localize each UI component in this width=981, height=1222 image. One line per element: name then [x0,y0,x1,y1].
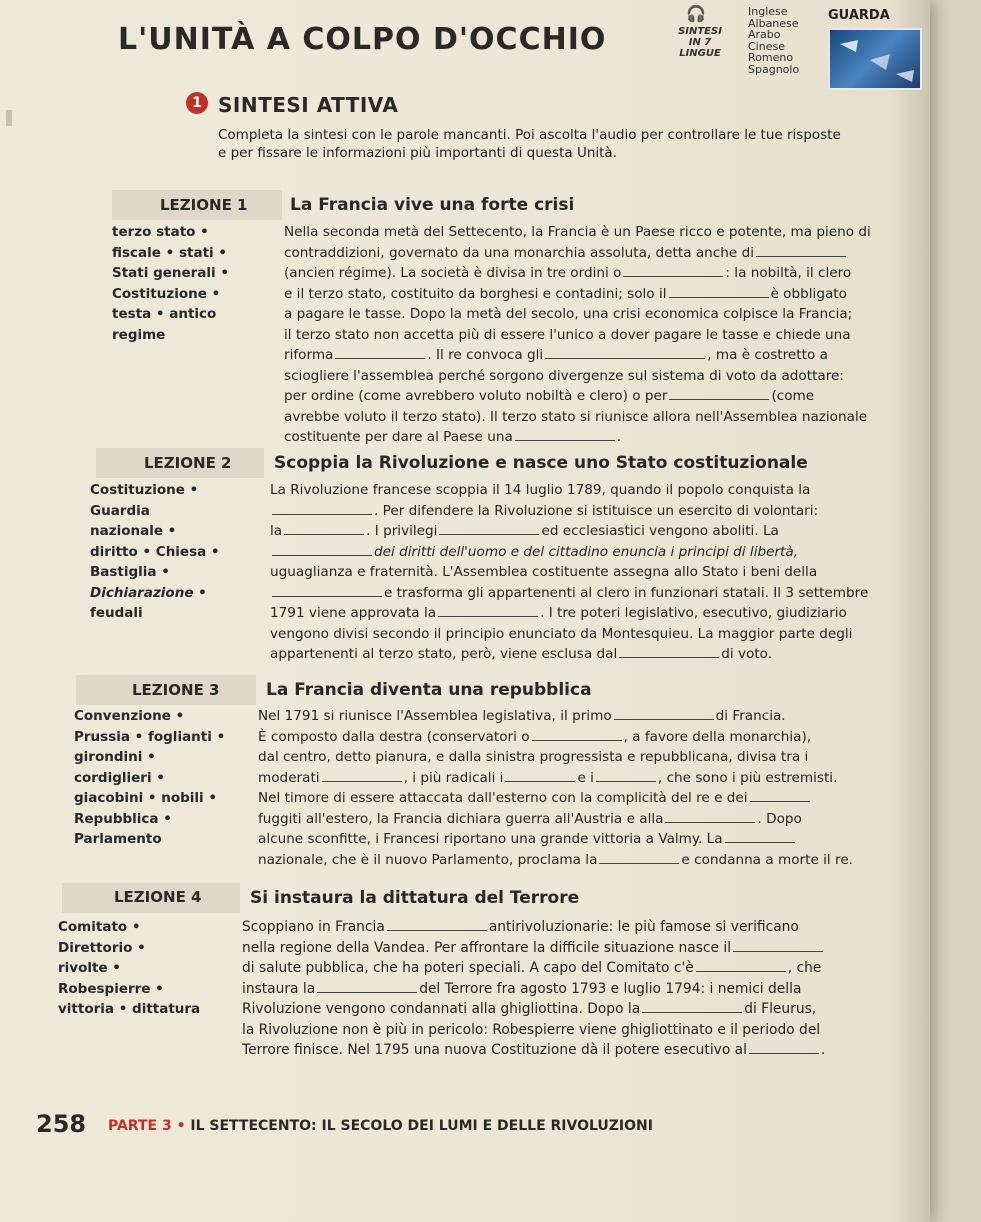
text-line: . Per difendere la Rivoluzione si istituisce un esercito di volontari: [270,501,868,522]
lesson-2-word-bank [90,480,220,624]
answer-blank[interactable] [272,584,382,597]
section-title: SINTESI ATTIVA [218,93,399,117]
text-line: appartenenti al terzo stato, però, viene esclusa dal di voto. [270,646,773,662]
answer-blank[interactable] [642,1000,742,1013]
lesson-2-text [270,480,868,665]
text-line: la Rivoluzione non è più in pericolo: Robespierre viene ghigliottinato e il periodo del [242,1021,821,1038]
lesson-1-label: LEZIONE 1 [160,196,248,214]
text-line: riforma . Il re convoca gli , ma è costretto a [284,347,828,363]
lesson-1-text [284,222,871,448]
lesson-3-word-bank [74,706,225,850]
answer-blank[interactable] [614,707,714,720]
word-bank-line: Repubblica • [74,810,172,827]
page-number: 258 [36,1110,87,1138]
word-bank-line: fiscale • stati • [112,244,227,261]
language-item[interactable]: Arabo [748,28,781,41]
word-bank-line: Costituzione • [112,285,221,302]
text-line: Rivoluzione vengono condannati alla ghigliottina. Dopo la di Fleurus, [242,1001,817,1017]
language-item[interactable]: Romeno [748,51,794,64]
answer-blank[interactable] [696,959,786,972]
badge-line: IN 7 [688,37,712,48]
word-bank-line: rivolte • [58,960,121,976]
text-line: Nella seconda metà del Settecento, la Francia è un Paese ricco e potente, ma pieno di [284,224,871,240]
text-line: Terrore finisce. Nel 1795 una nuova Costituzione dà il potere esecutivo al . [242,1042,826,1058]
video-thumbnail[interactable] [828,28,922,90]
lesson-1-title: La Francia vive una forte crisi [290,195,575,215]
languages-panel [660,4,930,96]
word-bank-line: Prussia • foglianti • [74,728,226,745]
answer-blank[interactable] [733,939,823,952]
lesson-2-label: LEZIONE 2 [144,454,232,472]
text-line: alcune sconfitte, i Francesi riportano una grande vittoria a Valmy. La [258,829,853,850]
text-line: instaura la del Terrore fra agosto 1793 e luglio 1794: i nemici della [242,980,802,997]
language-item[interactable]: Cinese [748,39,785,53]
text-line: (ancien régime). La società è divisa in tre ordini o : la nobiltà, il clero [284,265,852,281]
word-bank-line: vittoria • dittatura [58,1001,201,1017]
word-bank-line: testa • antico [112,306,217,322]
word-bank-line: Costituzione • [90,482,199,498]
badge-line: SINTESI [678,26,722,37]
spine-shadow [890,0,930,1222]
answer-blank[interactable] [756,244,846,257]
text-line: costituente per dare al Paese una . [284,429,622,445]
part-title: IL SETTECENTO: IL SECOLO DEI LUMI E DELLE RIVOLUZIONI [190,1118,653,1134]
section-number-badge: 1 [186,92,208,114]
text-line: La Rivoluzione francese scoppia il 14 luglio 1789, quando il popolo conquista la [270,482,811,498]
answer-blank[interactable] [619,645,719,658]
language-item[interactable]: Inglese [748,5,788,18]
text-line: È composto dalla destra (conservatori o , a favore della monarchia), [258,728,812,745]
word-bank-line: Direttorio • [58,939,146,956]
lesson-1-word-bank [112,222,229,345]
answer-blank[interactable] [317,980,417,993]
language-item[interactable]: Spagnolo [748,62,800,76]
text-line: dal centro, detto pianura, e dalla sinistra progressista e repubblicana, divisa tra i [258,749,809,765]
word-bank-line: Guardia [90,502,150,519]
answer-blank[interactable] [505,769,575,782]
lesson-3-text [258,706,853,870]
word-bank-line: regime [112,326,166,343]
answer-blank[interactable] [749,1041,819,1054]
section-instructions [218,126,918,162]
word-bank-line: Stati generali • [112,265,230,281]
language-list [748,6,799,75]
word-bank-line: Dichiarazione • [90,584,207,601]
text-line: dei diritti dell'uomo e del cittadino enuncia i principi di libertà, [270,542,868,563]
word-bank-line: terzo stato • [112,224,209,240]
text-line: vengono divisi secondo il principio enunciato da Montesquieu. La maggior parte degli [270,625,853,642]
word-bank-line: Robespierre • [58,980,164,997]
lesson-4-label: LEZIONE 4 [114,888,202,906]
running-footer [108,1118,653,1134]
lesson-3-label: LEZIONE 3 [132,681,220,699]
instruction-line: e per fissare le informazioni più importanti di questa Unità. [218,145,617,161]
answer-blank[interactable] [669,387,769,400]
word-bank-line: Bastiglia • [90,564,170,580]
text-line: Nel 1791 si riunisce l'Assemblea legislativa, il primo di Francia. [258,708,786,724]
text-line: il terzo stato non accetta più di essere l'unico a dover pagare le tasse e chiede una [284,326,851,343]
answer-blank[interactable] [665,810,755,823]
word-bank-line: feudali [90,605,143,621]
text-line: moderati , i più radicali i e i , che sono i più estremisti. [258,769,838,786]
instruction-line: Completa la sintesi con le parole mancanti. Poi ascolta l'audio per controllare le tue risposte [218,127,841,143]
text-line: contraddizioni, governato da una monarchia assoluta, detta anche di [284,243,871,264]
text-line: 1791 viene approvata la . I tre poteri legislativo, esecutivo, giudiziario [270,605,847,621]
text-line: e trasforma gli appartenenti al clero in funzionari statali. Il 3 settembre [270,583,868,604]
text-line: fuggiti all'estero, la Francia dichiara guerra all'Austria e alla . Dopo [258,810,802,827]
answer-blank[interactable] [623,264,723,277]
part-label: PARTE 3 • [108,1118,186,1134]
answer-blank[interactable] [596,769,656,782]
word-bank-line: Comitato • [58,919,141,935]
answer-blank[interactable] [284,522,364,535]
text-line: a pagare le tasse. Dopo la metà del secolo, una crisi economica colpisce la Francia; [284,306,853,322]
text-line: la . I privilegi ed ecclesiastici vengono aboliti. La [270,523,779,539]
lesson-4-title: Si instaura la dittatura del Terrore [250,888,580,908]
video-preview-icon [830,30,920,88]
answer-blank[interactable] [669,285,769,298]
answer-blank[interactable] [599,851,679,864]
word-bank-line: nazionale • [90,523,177,539]
margin-tab [6,110,12,126]
answer-blank[interactable] [532,728,622,741]
badge-line: LINGUE [679,48,721,59]
text-line: nazionale, che è il nuovo Parlamento, proclama la e condanna a morte il re. [258,851,854,868]
word-bank-line: girondini • [74,749,156,765]
sintesi-lingue-badge[interactable] [672,26,728,59]
text-line: sciogliere l'assemblea perché sorgono divergenze sul sistema di voto da adottare: [284,367,844,384]
answer-blank[interactable] [515,428,615,441]
word-bank-line: giacobini • nobili • [74,790,217,806]
word-bank-line: diritto • Chiesa • [90,543,220,560]
answer-blank[interactable] [322,769,402,782]
lesson-3-title: La Francia diventa una repubblica [266,680,592,700]
text-line: Scoppiano in Francia antirivoluzionarie: le più famose si verificano [242,919,799,935]
lesson-4-text [242,917,825,1061]
text-line: uguaglianza e fraternità. L'Assemblea costituente assegna allo Stato i beni della [270,564,818,580]
answer-blank[interactable] [272,502,372,515]
answer-blank[interactable] [438,604,538,617]
lesson-4-word-bank [58,917,200,1020]
guarda-label: GUARDA [828,8,890,23]
text-line: avrebbe voluto il terzo stato). Il terzo stato si riunisce allora nell'Assemblea nazionale [284,408,868,425]
language-item[interactable]: Albanese [748,16,799,30]
word-bank-line: Parlamento [74,831,162,847]
lesson-2-title: Scoppia la Rivoluzione e nasce uno Stato costituzionale [274,453,808,473]
headphones-icon[interactable]: 🎧 [686,4,706,23]
text-line: e il terzo stato, costituito da borghesi e contadini; solo il è obbligato [284,285,847,302]
word-bank-line: cordiglieri • [74,769,165,786]
answer-blank[interactable] [725,830,795,843]
answer-blank[interactable] [272,543,372,556]
answer-blank[interactable] [335,346,425,359]
text-line: per ordine (come avrebbero voluto nobiltà e clero) o per (come [284,388,815,404]
text-line: Nel timore di essere attaccata dall'esterno con la complicità del re e dei [258,788,853,809]
answer-blank[interactable] [387,918,487,931]
answer-blank[interactable] [750,789,810,802]
text-line: di salute pubblica, che ha poteri speciali. A capo del Comitato c'è , che [242,960,822,976]
page-title: L'UNITÀ A COLPO D'OCCHIO [118,22,607,57]
answer-blank[interactable] [545,346,705,359]
answer-blank[interactable] [439,522,539,535]
word-bank-line: Convenzione • [74,708,185,724]
text-line: nella regione della Vandea. Per affrontare la difficile situazione nasce il [242,938,825,959]
